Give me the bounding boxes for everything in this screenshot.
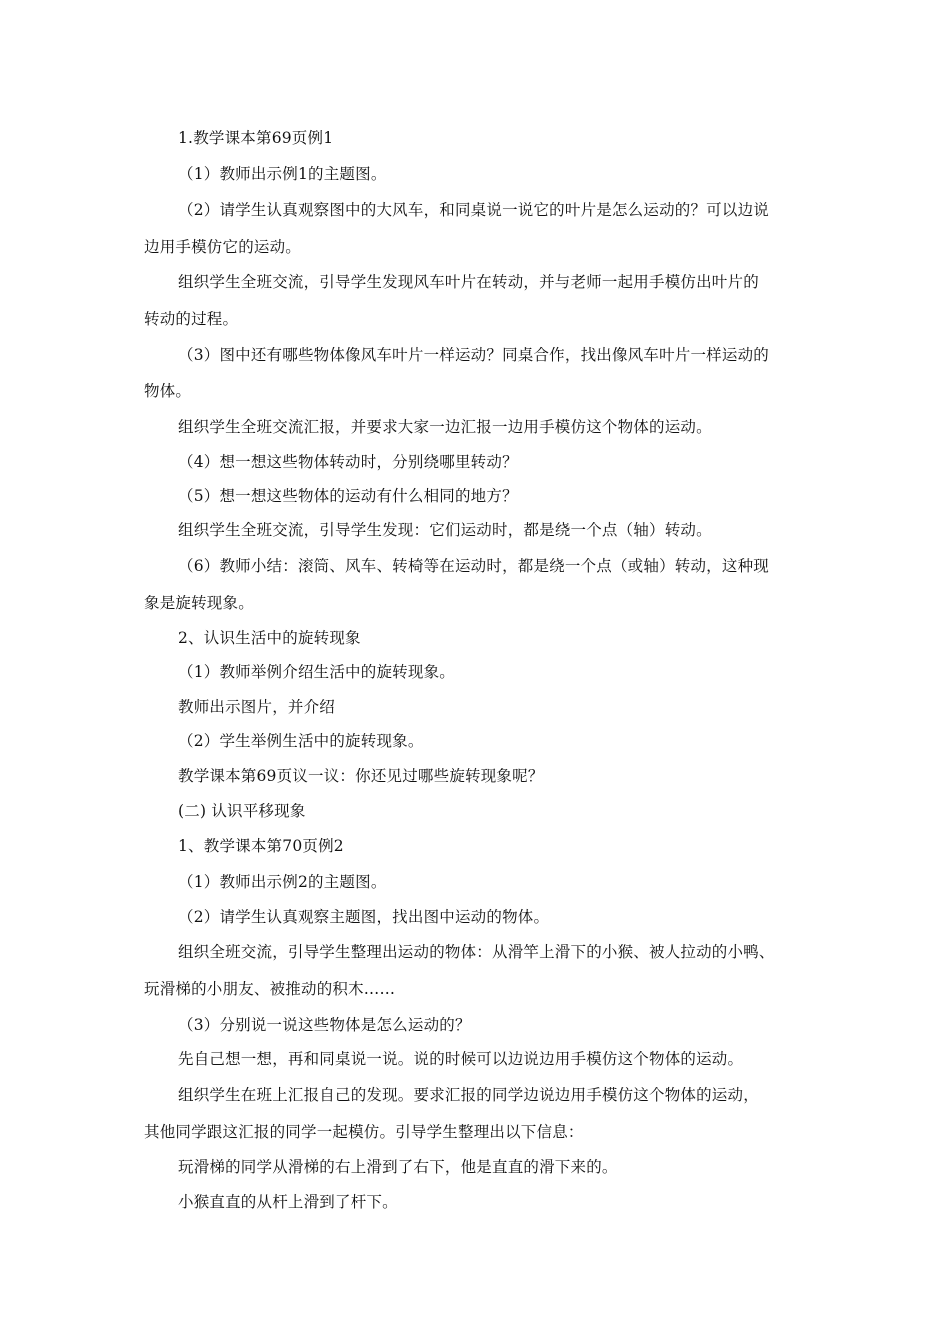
text-line: 转动的过程。 [144,310,239,328]
text-line: （1）教师出示例1的主题图。 [178,165,387,183]
text-line: 组织学生全班交流，引导学生发现：它们运动时，都是绕一个点（轴）转动。 [178,521,712,539]
text-line: （5）想一想这些物体的运动有什么相同的地方？ [178,487,518,505]
text-line: 组织学生全班交流，引导学生发现风车叶片在转动，并与老师一起用手模仿出叶片的 [178,273,759,291]
text-line: （3）图中还有哪些物体像风车叶片一样运动？同桌合作，找出像风车叶片一样运动的 [178,346,769,364]
text-line: （3）分别说一说这些物体是怎么运动的？ [178,1016,471,1034]
text-line: （2）请学生认真观察主题图，找出图中运动的物体。 [178,908,550,926]
text-line: 象是旋转现象。 [144,594,254,612]
text-line: 1、教学课本第70页例2 [178,837,344,855]
text-line: （2）请学生认真观察图中的大风车，和同桌说一说它的叶片是怎么运动的？可以边说 [178,201,769,219]
text-line: 组织学生在班上汇报自己的发现。要求汇报的同学边说边用手模仿这个物体的运动， [178,1086,759,1104]
text-line: 1.教学课本第69页例1 [178,129,334,147]
text-line: 先自己想一想，再和同桌说一说。说的时候可以边说边用手模仿这个物体的运动。 [178,1050,744,1068]
text-line: 教师出示图片，并介绍 [178,698,336,716]
text-line: （4）想一想这些物体转动时，分别绕哪里转动？ [178,453,518,471]
text-line: 教学课本第69页议一议：你还见过哪些旋转现象呢？ [178,767,544,785]
text-line: 小猴直直的从杆上滑到了杆下。 [178,1193,398,1211]
text-line: （2）学生举例生活中的旋转现象。 [178,732,424,750]
text-line: （1）教师举例介绍生活中的旋转现象。 [178,663,455,681]
text-line: 组织学生全班交流汇报，并要求大家一边汇报一边用手模仿这个物体的运动。 [178,418,712,436]
text-line: 2、认识生活中的旋转现象 [178,629,361,647]
text-line: 玩滑梯的小朋友、被推动的积木…… [144,980,396,998]
text-line: 物体。 [144,382,192,400]
text-line: 玩滑梯的同学从滑梯的右上滑到了右下，他是直直的滑下来的。 [178,1158,618,1176]
text-line: （1）教师出示例2的主题图。 [178,873,387,891]
text-line: （6）教师小结：滚筒、风车、转椅等在运动时，都是绕一个点（或轴）转动，这种现 [178,557,769,575]
text-line: 其他同学跟这汇报的同学一起模仿。引导学生整理出以下信息： [144,1123,584,1141]
text-line: 组织全班交流，引导学生整理出运动的物体：从滑竿上滑下的小猴、被人拉动的小鸭、 [178,943,775,961]
section-heading: (二) 认识平移现象 [178,802,306,820]
text-line: 边用手模仿它的运动。 [144,238,302,256]
